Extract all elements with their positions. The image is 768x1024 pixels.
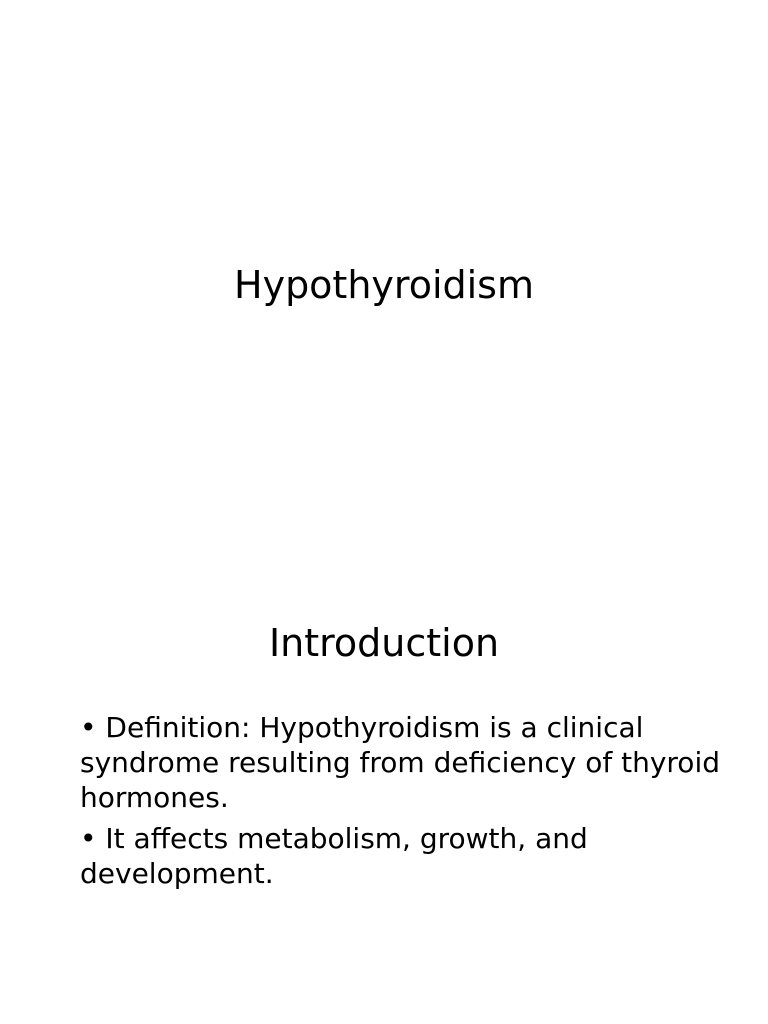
introduction-slide <box>0 576 768 1024</box>
bullet-effects: • It affects metabolism, growth, and development. <box>80 822 588 890</box>
slide-heading: Introduction <box>268 621 500 665</box>
bullet-list <box>80 710 730 897</box>
bullet-definition: • Definition: Hypothyroidism is a clinical syndrome resulting from deficiency of thyroid hormones. <box>80 711 720 814</box>
deck-title: Hypothyroidism <box>234 263 534 307</box>
